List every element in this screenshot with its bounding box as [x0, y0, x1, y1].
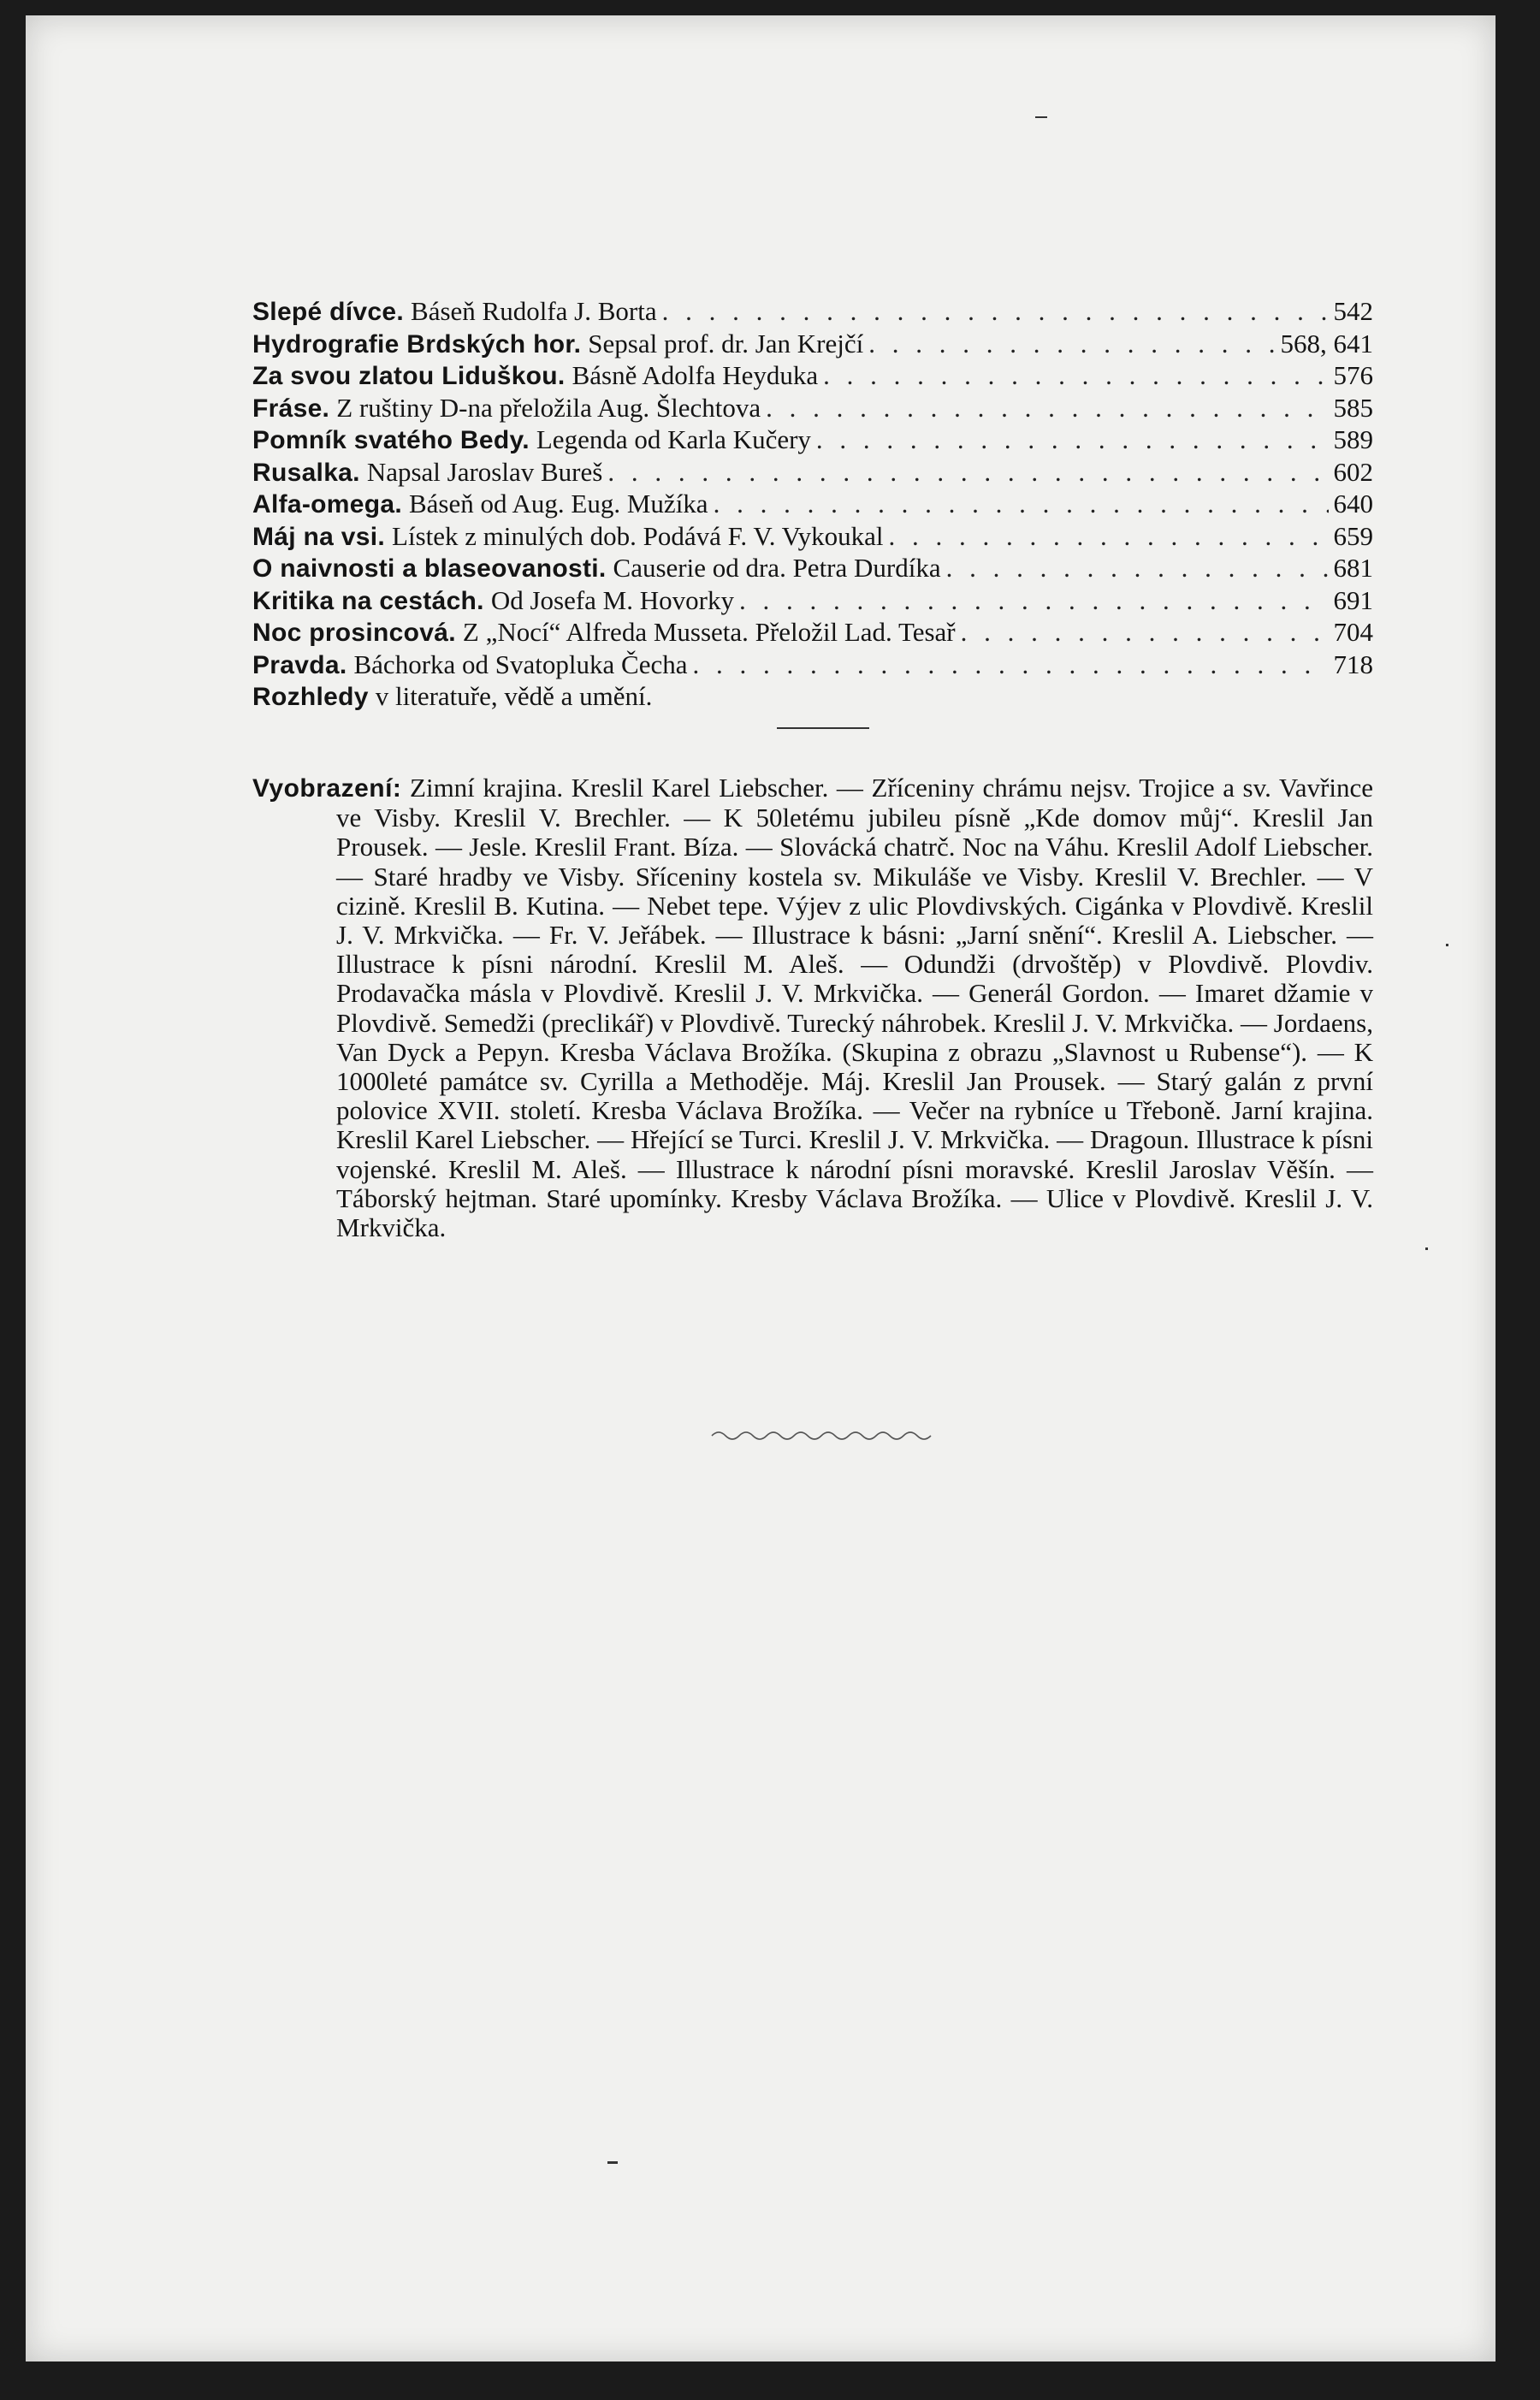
toc-desc: Z ruštiny D-na přeložila Aug. Šlechtova [336, 392, 761, 423]
toc-desc: Báseň Rudolfa J. Borta [411, 296, 657, 326]
toc-desc: v literatuře, vědě a umění. [375, 681, 653, 711]
toc-entry [252, 489, 1373, 521]
toc-title: Kritika na cestách. [252, 586, 484, 615]
toc-entry [252, 424, 1373, 457]
dot-leader [739, 585, 1329, 617]
toc-page: 704 [1333, 617, 1373, 647]
toc-title: Pomník svatého Bedy. [252, 426, 530, 454]
dot-leader [868, 329, 1275, 360]
dot-leader [607, 457, 1328, 489]
toc-title: Rozhledy [252, 683, 369, 711]
dot-leader [889, 521, 1329, 553]
toc-title: O naivnosti a blaseovanosti. [252, 554, 607, 583]
toc-page: 602 [1333, 456, 1373, 487]
dot-leader [816, 424, 1329, 456]
print-speck [607, 2161, 618, 2164]
dot-leader [946, 553, 1329, 584]
toc-title: Máj na vsi. [252, 522, 386, 551]
toc-entry [252, 585, 1373, 618]
dot-leader [823, 360, 1328, 392]
toc-title: Hydrografie Brdských hor. [252, 329, 582, 359]
illustrations-list [252, 773, 1373, 1242]
toc-title: Pravda. [252, 650, 347, 679]
toc-title: Noc prosincová. [252, 619, 456, 647]
toc-page: 576 [1333, 360, 1373, 390]
table-of-contents [252, 296, 1373, 714]
toc-page: 681 [1333, 553, 1373, 583]
section-divider [777, 727, 869, 729]
toc-page: 589 [1333, 424, 1373, 454]
toc-desc: Napsal Jaroslav Bureš [366, 456, 603, 487]
toc-entry [252, 681, 1373, 714]
toc-page: 691 [1333, 584, 1373, 615]
toc-entry [252, 329, 1373, 361]
dot-leader [961, 617, 1329, 649]
book-page [26, 15, 1496, 2361]
toc-entry [252, 296, 1373, 329]
toc-page: 568, 641 [1280, 328, 1373, 359]
toc-desc: Causerie od dra. Petra Durdíka [613, 553, 941, 583]
toc-title: Alfa-omega. [252, 490, 402, 519]
print-speck [1446, 944, 1448, 946]
dot-leader [662, 296, 1329, 328]
toc-desc: Legenda od Karla Kučery [536, 424, 811, 454]
toc-title: Rusalka. [252, 458, 360, 487]
illustrations-label: Vyobrazení: [252, 774, 402, 803]
toc-page: 640 [1333, 489, 1373, 519]
toc-desc: Báseň od Aug. Eug. Mužíka [409, 489, 708, 519]
toc-title: Slepé dívce. [252, 298, 405, 326]
toc-desc: Lístek z minulých dob. Podává F. V. Vykoukal [392, 520, 884, 551]
toc-entry [252, 521, 1373, 554]
illustrations-text: Zimní krajina. Kreslil Karel Liebscher. — Zříceniny chrámu nejsv. Trojice a sv. Vavřince ve Visby. Kreslil V. Brechler. — K 50letému jubileu písně „Kde domov můj“. Kreslil Jan Prousek. — Jesle. Kreslil Frant. Bíza. — Slovácká chatrč. Noc na Váhu. Kreslil Adolf Liebscher. — Staré hradby ve Visby. Sříceniny kostela sv. Mikuláše ve Visby. Kreslil V. Brechler. — V cizině. Kreslil B. Kutina. — Nebet tepe. Výjev z ulic Plovdivských. Cigánka v Plovdivě. Kreslil J. V. Mrkvička. — Fr. V. Jeřábek. — Illustrace k básni: „Jarní snění“. Kreslil A. Liebscher. — Illustrace k písni národní. Kreslil M. Aleš. — Odundži (drvoštěp) v Plovdivě. Plovdiv. Prodavačka másla v Plovdivě. Kreslil J. V. Mrkvička. — Generál Gordon. — Imaret džamie v Plovdivě. Semedži (preclikář) v Plovdivě. Turecký náhrobek. Kreslil J. V. Mrkvička. — Jordaens, Van Dyck a Pepyn. Kresba Václava Brožíka. (Skupina z obrazu „Slavnost u Rubense“). — K 1000leté památce sv. Cyrilla a Methoděje. Máj. Kreslil Jan Prousek. — Starý galán z první polovice XVII. století. Kresba Václava Brožíka. — Večer na rybníce u Třeboně. Jarní krajina. Kreslil Karel Liebscher. — Hřející se Turci. Kreslil J. V. Mrkvička. — Dragoun. Illustrace k písni vojenské. Kreslil M. Aleš. — Illustrace k národní písni moravské. Kreslil Jaroslav Věšín. — Táborský hejtman. Staré upomínky. Kresby Václava Brožíka. — Ulice v Plovdivě. Kreslil J. V. Mrkvička. [336, 773, 1374, 1243]
toc-entry [252, 360, 1373, 393]
dot-leader [692, 649, 1328, 681]
toc-entry [252, 457, 1373, 489]
toc-title: Fráse. [252, 394, 330, 423]
toc-page: 585 [1333, 392, 1373, 423]
toc-desc: Z „Nocí“ Alfreda Musseta. Přeložil Lad. Tesař [462, 617, 956, 647]
wavy-ornament [710, 1425, 941, 1443]
toc-desc: Sepsal prof. dr. Jan Krejčí [588, 328, 864, 359]
toc-title: Za svou zlatou Liduškou. [252, 362, 566, 390]
print-speck [1425, 1247, 1428, 1250]
toc-page: 718 [1333, 649, 1373, 679]
dot-leader [714, 489, 1329, 520]
toc-entry [252, 649, 1373, 682]
print-speck [1035, 116, 1047, 118]
toc-entry [252, 393, 1373, 425]
toc-desc: Od Josefa M. Hovorky [490, 584, 734, 615]
toc-entry [252, 617, 1373, 649]
dot-leader [766, 393, 1328, 424]
toc-page: 659 [1333, 520, 1373, 551]
toc-page: 542 [1333, 296, 1373, 326]
toc-entry [252, 553, 1373, 585]
toc-desc: Báchorka od Svatopluka Čecha [353, 649, 688, 679]
toc-desc: Básně Adolfa Heyduka [572, 360, 819, 390]
